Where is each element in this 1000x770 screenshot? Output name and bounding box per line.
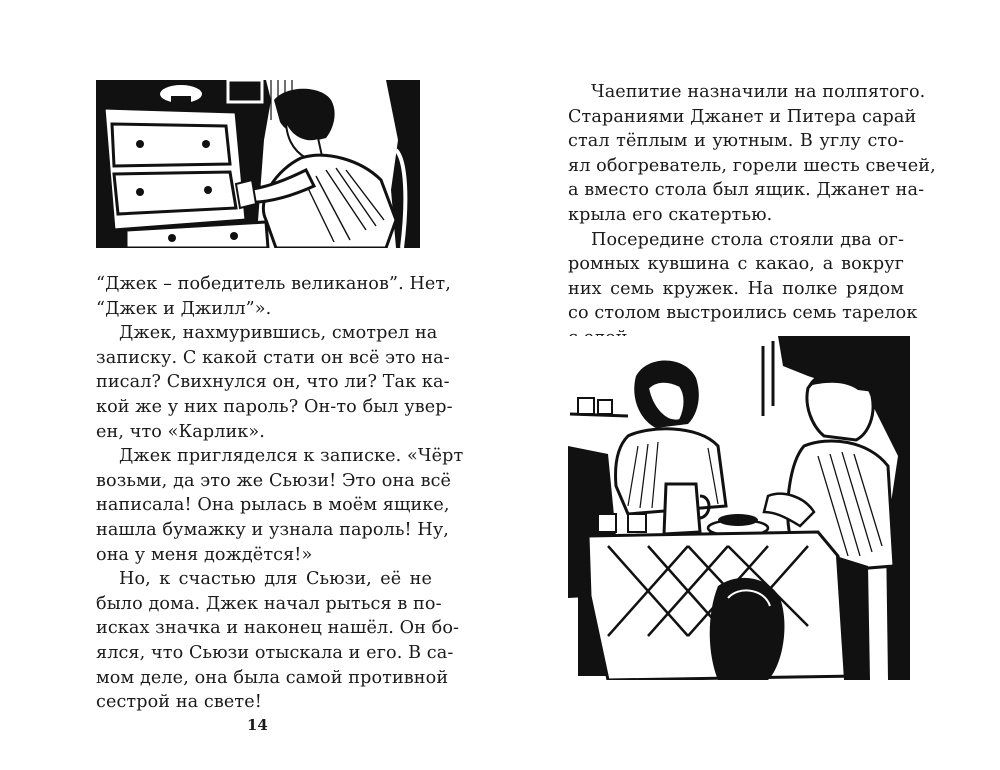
text-line: записку. С какой стати он всё это на- [96, 347, 450, 368]
text-line: кой же у них пароль? Он-то был увер- [96, 396, 453, 417]
text-line: ялся, что Сьюзи отыскала и его. В са- [96, 642, 454, 663]
illustration-boy-at-drawers [96, 80, 420, 248]
text-line: сестрой на свете! [96, 692, 262, 713]
text-line: исках значка и наконец нашёл. Он бо- [96, 618, 460, 639]
text-line: Джек пригляделся к записке. «Чёрт [119, 446, 464, 467]
left-page-text [96, 272, 464, 715]
text-line: возьми, да это же Сьюзи! Это она всё [96, 470, 452, 491]
text-line: крыла его скатертью. [568, 204, 773, 225]
page-number: 14 [247, 716, 268, 734]
illustration-boy-at-drawers-drawing [96, 80, 420, 248]
text-line: “Джек и Джилл”». [96, 298, 272, 319]
text-line: мом деле, она была самой противной [96, 667, 449, 688]
text-line: Джек, нахмурившись, смотрел на [119, 323, 438, 344]
text-line: стал тёплым и уютным. В углу сто- [568, 131, 904, 152]
text-line: написала! Она рылась в моём ящике, [96, 495, 450, 516]
text-line: Посередине стола стояли два ог- [591, 229, 904, 250]
text-line: а вместо стола был ящик. Джанет на- [568, 180, 925, 201]
text-line: Стараниями Джанет и Питера сарай [568, 106, 917, 127]
text-line: было дома. Джек начал рыться в по- [96, 593, 442, 614]
text-line: она у меня дождётся!» [96, 544, 313, 565]
illustration-tea-party [568, 336, 910, 680]
text-line: нашла бумажку и узнала пароль! Ну, [96, 519, 449, 540]
text-line: со столом выстроились семь тарелок [568, 303, 918, 324]
right-page [500, 0, 1000, 770]
text-line: ял обогреватель, горели шесть свечей, [568, 155, 936, 176]
text-line: ромных кувшина с какао, а вокруг [568, 254, 904, 275]
illustration-tea-party-drawing [568, 336, 910, 680]
text-line: Но, к счастью для Сьюзи, её не [119, 569, 432, 590]
text-line: “Джек – победитель великанов”. Нет, [96, 274, 451, 294]
right-page-text [568, 80, 936, 351]
text-line: Чаепитие назначили на полпятого. [591, 82, 926, 102]
text-line: них семь кружек. На полке рядом [568, 278, 904, 299]
text-line: писал? Свихнулся он, что ли? Так ка- [96, 372, 450, 393]
text-line: ен, что «Карлик». [96, 421, 265, 442]
